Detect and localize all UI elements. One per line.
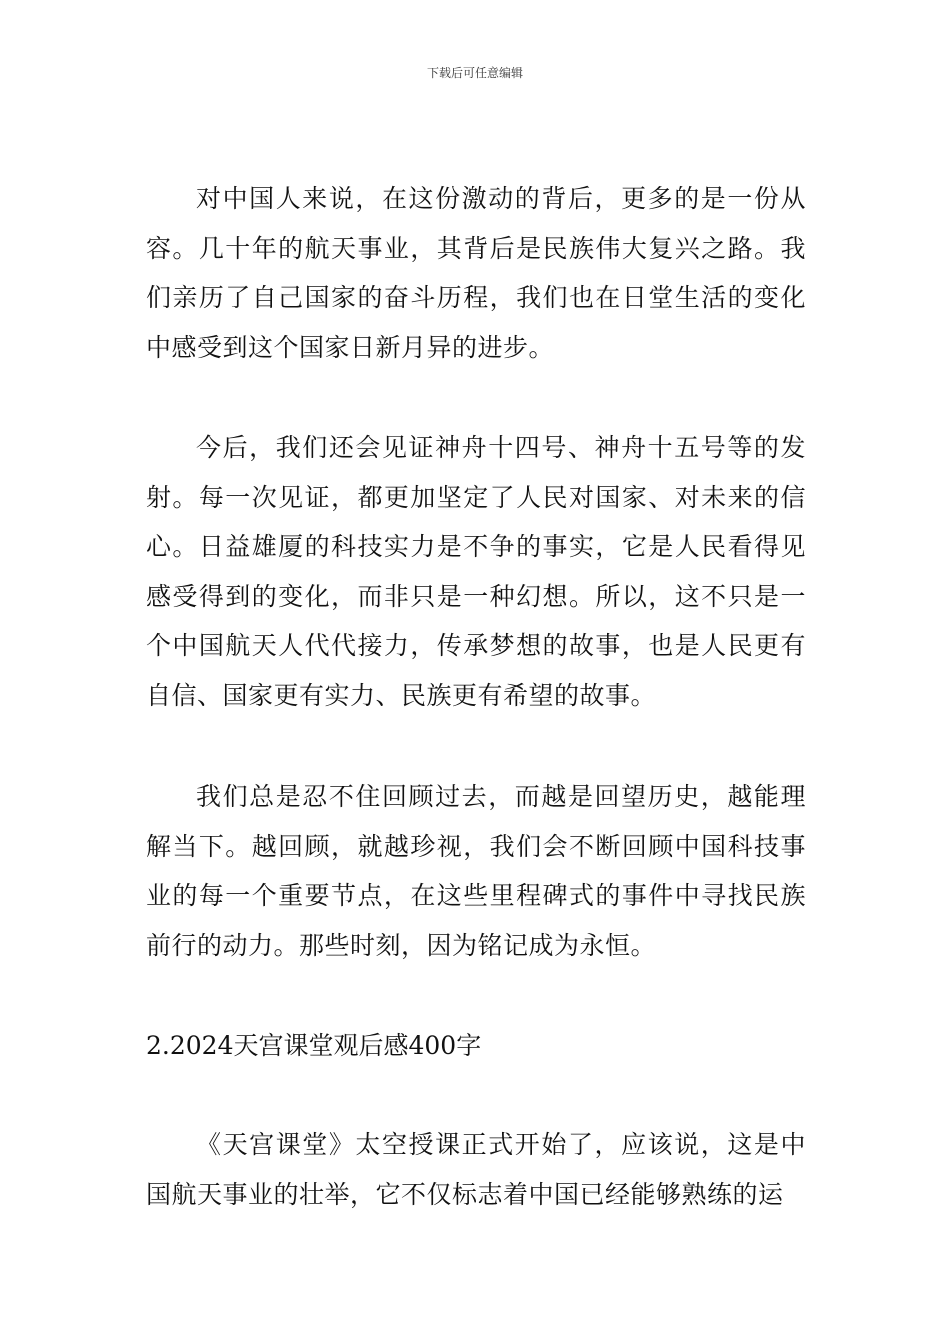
- section-heading: 2.2024天宫课堂观后感400字: [146, 1031, 482, 1060]
- page-header: 下载后可任意编辑: [426, 66, 523, 80]
- paragraph-4: 《天宫课堂》太空授课正式开始了，应该说，这是中国航天事业的壮举，它不仅标志着中国已经能够熟练的运: [146, 1130, 806, 1209]
- paragraph-1: 对中国人来说，在这份激动的背后，更多的是一份从容。几十年的航天事业，其背后是民族伟大复兴之路。我们亲历了自己国家的奋斗历程，我们也在日堂生活的变化中感受到这个国家日新月异的进步。: [146, 184, 806, 362]
- paragraph-3: 我们总是忍不住回顾过去，而越是回望历史，越能理解当下。越回顾，就越珍视，我们会不断回顾中国科技事业的每一个重要节点，在这些里程碑式的事件中寻找民族前行的动力。那些时刻，因为铭记成为永恒。: [146, 782, 806, 960]
- paragraph-2: 今后，我们还会见证神舟十四号、神舟十五号等的发射。每一次见证，都更加坚定了人民对国家、对未来的信心。日益雄厦的科技实力是不争的事实，它是人民看得见感受得到的变化，而非只是一种幻想。所以，这不只是一个中国航天人代代接力，传承梦想的故事，也是人民更有自信、国家更有实力、民族更有希望的故事。: [146, 433, 806, 710]
